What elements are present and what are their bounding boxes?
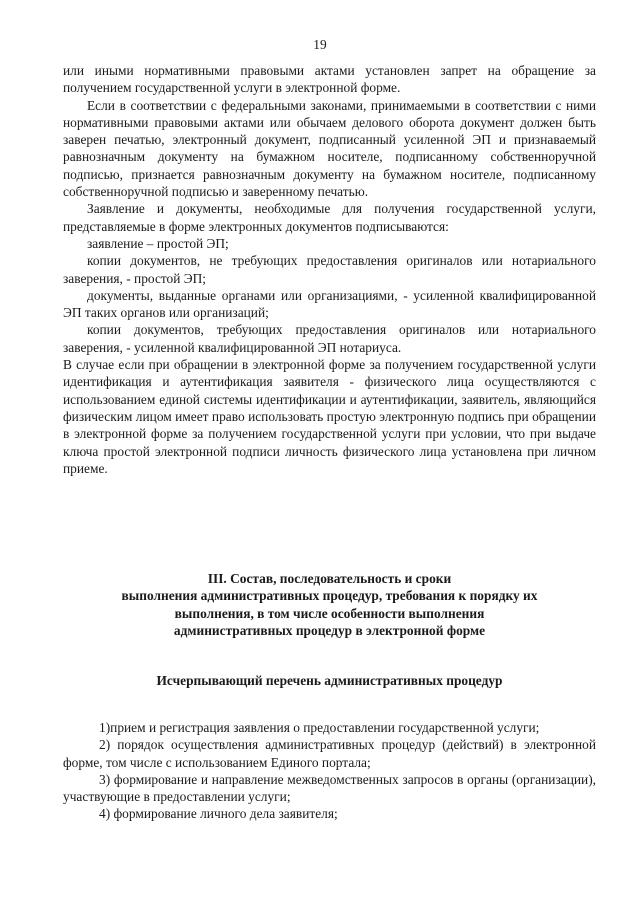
paragraph: или иными нормативными правовыми актами установлен запрет на обращение за получением государственной услуги в электронной форме. bbox=[63, 63, 596, 96]
section-heading bbox=[63, 570, 596, 639]
paragraph: Заявление и документы, необходимые для получения государственной услуги, представляемые в форме электронных документов подписываются: bbox=[63, 201, 596, 234]
paragraph: Если в соответствии с федеральными законами, принимаемыми в соответствии с ними нормативными правовыми актами или обычаем делового оборота документ должен быть заверен печатью, электронный документ, подписанный усиленной ЭП и признаваемый равнозначным документу на бумажном носителе, подписанному собственноручной подписью, признается равнозначным документу на бумажном носителе, подписанному собственноручной подписью и заверенному печатью. bbox=[63, 97, 596, 200]
section-heading-line: выполнения административных процедур, требования к порядку их bbox=[121, 588, 538, 604]
section-heading-line: III. Состав, последовательность и сроки bbox=[207, 571, 452, 586]
list-item: 3) формирование и направление межведомственных запросов в органы (организации), участвующие в предоставлении услуги; bbox=[63, 771, 596, 805]
page-number: 19 bbox=[313, 37, 327, 52]
paragraph: копии документов, требующих предоставления оригиналов или нотариального заверения, - усиленной квалифицированной ЭП нотариуса. bbox=[63, 322, 596, 355]
section-heading-line: административных процедур в электронной форме bbox=[173, 622, 486, 638]
list-item: 4) формирование личного дела заявителя; bbox=[99, 806, 338, 822]
paragraph: В случае если при обращении в электронной форме за получением государственной услуги идентификация и аутентификация заявителя - физического лица осуществляются с использованием единой системы идентификации и аутентификации, заявитель, являющийся физическим лицом имеет право использовать простую электронную подпись при обращении в электронной форме за получением государственной услуги при условии, что при выдаче ключа простой электронной подписи личность физического лица установлена при личном приеме. bbox=[63, 357, 596, 476]
section-heading-line: выполнения, в том числе особенности выполнения bbox=[174, 605, 485, 621]
paragraph: документы, выданные органами или организациями, - усиленной квалифицированной ЭП таких органов или организаций; bbox=[63, 287, 596, 321]
procedure-list bbox=[63, 719, 596, 823]
list-item: 2) порядок осуществления административных процедур (действий) в электронной форме, том числе с использованием Единого портала; bbox=[63, 737, 596, 770]
subheading: Исчерпывающий перечень административных процедур bbox=[156, 673, 503, 688]
paragraph: заявление – простой ЭП; bbox=[87, 235, 229, 251]
list-item: 1)прием и регистрация заявления о предоставлении государственной услуги; bbox=[99, 720, 540, 735]
body-text bbox=[63, 62, 596, 477]
paragraph: копии документов, не требующих предоставления оригиналов или нотариального заверения, - простой ЭП; bbox=[63, 253, 596, 286]
